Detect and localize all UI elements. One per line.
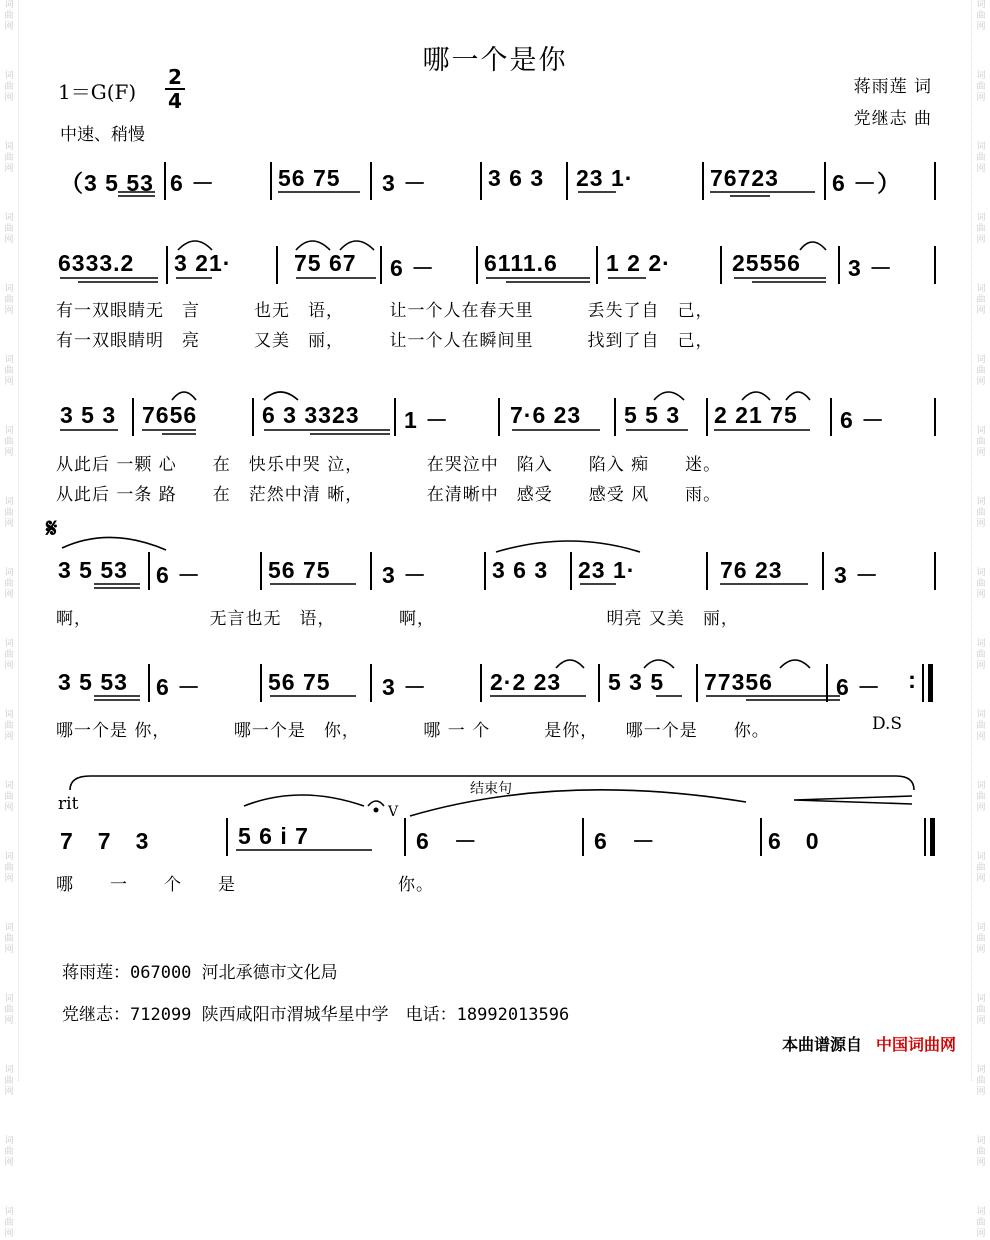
note-group: 23 1· [578, 557, 636, 583]
barline [706, 552, 708, 590]
watermark-glyph: 词 曲 网 [976, 639, 986, 671]
composer-credit: 党继志 曲 [853, 109, 932, 129]
watermark-glyph: 词 曲 网 [976, 923, 986, 955]
barline [696, 664, 698, 702]
note-group: 3 － [848, 255, 894, 281]
lyrics-verse-1: 从此后 一颗 心 在 快乐中哭 泣， 在哭泣中 陷入 陷入 痴 迷。 [56, 455, 722, 475]
barline [720, 246, 722, 284]
note-group: 6333.2 [58, 250, 135, 276]
note-group: 5 6 i 7 [238, 823, 309, 849]
ds-mark: D.S [872, 714, 903, 734]
note-group: 56 75 [268, 557, 331, 583]
barline [252, 398, 254, 436]
note-group: 75 67 [294, 250, 357, 276]
barline [566, 162, 568, 200]
repeat-colon: : [908, 667, 917, 694]
watermark-glyph: 词 曲 网 [4, 994, 14, 1026]
barline [830, 398, 832, 436]
note-group: （3 5 53 [60, 170, 154, 196]
watermark-glyph: 词 曲 网 [4, 71, 14, 103]
note-group: 25556 [732, 250, 801, 276]
barline [132, 398, 134, 436]
barline [404, 818, 406, 856]
key-signature: 1＝G(F) [58, 80, 137, 104]
watermark-glyph: 词 曲 网 [976, 710, 986, 742]
barline [838, 246, 840, 284]
segno-sign: 𝄋 [46, 514, 58, 544]
note-group: 6 － [170, 170, 216, 196]
source-attribution [782, 1032, 956, 1055]
watermark-glyph: 词 曲 网 [4, 710, 14, 742]
watermark-glyph: 词 曲 网 [976, 1207, 986, 1239]
note-group: 77356 [704, 669, 773, 695]
footer-composer-address: 党继志：712099 陕西咸阳市渭城华星中学 电话：18992013596 [62, 1005, 570, 1025]
final-barline-thin [924, 818, 926, 856]
decrescendo-hairpin [794, 796, 912, 804]
watermark-glyph: 词 曲 网 [4, 426, 14, 458]
note-group: 3 － [382, 674, 428, 700]
note-group: 3 21· [174, 250, 232, 276]
note-group: 3 5 3 [60, 402, 117, 428]
watermark-glyph: 词 曲 网 [4, 1207, 14, 1239]
watermark-glyph: 词 曲 网 [976, 142, 986, 174]
barline [370, 552, 372, 590]
lyrics-refrain: 哪一个是 你， 哪一个是 你， 哪 一 个 是你， 哪一个是 你。 [56, 721, 770, 741]
barline [596, 246, 598, 284]
ending-label: 结束句 [470, 781, 512, 797]
note-group: 6 － [156, 674, 202, 700]
barline [148, 664, 150, 702]
barline [824, 162, 826, 200]
barline [148, 552, 150, 590]
time-signature-top: 2 [168, 65, 182, 89]
note-group: 6 3 3323 [262, 402, 360, 428]
barline [484, 552, 486, 590]
watermark-glyph: 词 曲 网 [976, 1065, 986, 1097]
watermark-glyph: 词 曲 网 [976, 994, 986, 1026]
barline [570, 552, 572, 590]
time-signature [165, 66, 185, 112]
barline [760, 818, 762, 856]
barline [260, 664, 262, 702]
watermark-right [971, 0, 990, 1239]
note-group: 6 － [594, 828, 656, 854]
note-group: 76723 [710, 165, 779, 191]
watermark-glyph: 词 曲 网 [4, 639, 14, 671]
watermark-glyph: 词 曲 网 [4, 284, 14, 316]
source-site-link[interactable]: 中国词曲网 [875, 1035, 956, 1054]
note-group: 1 2 2· [606, 250, 671, 276]
watermark-glyph: 词 曲 网 [4, 568, 14, 600]
watermark-glyph: 词 曲 网 [4, 355, 14, 387]
note-group: 3 5 53 [58, 557, 128, 583]
barline [394, 398, 396, 436]
watermark-glyph: 词 曲 网 [4, 852, 14, 884]
barline [476, 246, 478, 284]
repeat-barline-thin [922, 664, 924, 702]
watermark-glyph: 词 曲 网 [976, 1136, 986, 1168]
lyrics-verse-2: 有一双眼睛明 亮 又美 丽， 让一个人在瞬间里 找到了自 己， [56, 331, 714, 351]
fermata-dot [374, 808, 379, 813]
barline [480, 162, 482, 200]
watermark-glyph: 词 曲 网 [976, 781, 986, 813]
final-barline-thick [930, 818, 935, 856]
watermark-glyph: 词 曲 网 [976, 284, 986, 316]
watermark-glyph: 词 曲 网 [976, 852, 986, 884]
note-group: 76 23 [720, 557, 783, 583]
tempo-marking: 中速、稍慢 [60, 125, 145, 145]
time-signature-bottom: 4 [165, 88, 185, 112]
note-group: 23 1· [576, 165, 634, 191]
score-row-6 [56, 818, 936, 898]
watermark-glyph: 词 曲 网 [4, 1136, 14, 1168]
barline [822, 552, 824, 590]
watermark-glyph: 词 曲 网 [4, 1065, 14, 1097]
barline [934, 398, 936, 436]
watermark-glyph: 词 曲 网 [4, 0, 14, 32]
barline [598, 664, 600, 702]
lyricist-credit: 蒋雨莲 词 [853, 77, 932, 97]
rit-marking: rit [58, 794, 79, 814]
barline [614, 398, 616, 436]
watermark-glyph: 词 曲 网 [4, 497, 14, 529]
barline [934, 162, 936, 200]
barline [380, 246, 382, 284]
barline [480, 664, 482, 702]
watermark-glyph: 词 曲 网 [976, 213, 986, 245]
barline [934, 246, 936, 284]
breath-mark: V [388, 804, 399, 820]
barline [498, 398, 500, 436]
lyrics-verse-2: 从此后 一条 路 在 茫然中清 晰， 在清晰中 感受 感受 风 雨。 [56, 485, 722, 505]
phrase-slur [244, 795, 364, 806]
note-group: 6 － [836, 674, 882, 700]
note-group: 3 6 3 [492, 557, 549, 583]
note-group: 1 － [404, 407, 450, 433]
watermark-glyph: 词 曲 网 [4, 213, 14, 245]
phrase-slur [496, 541, 640, 552]
barline [164, 162, 166, 200]
barline [826, 664, 828, 702]
lyrics-verse-1: 有一双眼睛无 言 也无 语， 让一个人在春天里 丢失了自 己， [56, 301, 714, 321]
note-group: 2 21 75 [714, 402, 798, 428]
barline [702, 162, 704, 200]
note-group: 5 3 5 [608, 669, 665, 695]
note-group: 6 － [390, 255, 436, 281]
watermark-glyph: 词 曲 网 [976, 568, 986, 600]
barline [370, 664, 372, 702]
lyrics-ending: 哪 一 个 是 你。 [56, 875, 434, 895]
note-group: 2·2 23 [490, 669, 562, 695]
source-prefix: 本曲谱源自 [781, 1035, 862, 1054]
note-group: 3 － [382, 562, 428, 588]
note-group: 6 － [840, 407, 886, 433]
score-row-2 [56, 240, 936, 360]
note-group: 3 － [834, 562, 880, 588]
barline [276, 246, 278, 284]
watermark-glyph: 词 曲 网 [976, 497, 986, 529]
watermark-left [0, 0, 19, 1239]
lyrics-chorus: 啊， 无言也无 语， 啊， 明亮 又美 丽， [56, 609, 739, 629]
phrase-slur [62, 537, 166, 550]
note-group: 7 7 3 [60, 828, 150, 854]
watermark-glyph: 词 曲 网 [976, 426, 986, 458]
repeat-barline-thick [928, 664, 933, 702]
note-group: 5 5 3 [624, 402, 681, 428]
score-row-1 [56, 162, 936, 202]
note-group: 6 － [156, 562, 202, 588]
note-group: 3 － [382, 170, 428, 196]
barline [270, 162, 272, 200]
watermark-glyph: 词 曲 网 [976, 355, 986, 387]
note-group: 6111.6 [484, 250, 558, 276]
watermark-glyph: 词 曲 网 [4, 142, 14, 174]
footer-lyricist-address: 蒋雨莲：067000 河北承德市文化局 [62, 963, 338, 983]
song-title: 哪一个是你 [422, 45, 568, 76]
note-group: 3 5 53 [58, 669, 128, 695]
phrase-slur [410, 790, 746, 816]
barline [934, 552, 936, 590]
barline [370, 162, 372, 200]
score-row-4 [56, 552, 936, 632]
barline [706, 398, 708, 436]
barline [260, 552, 262, 590]
fermata-arc [368, 801, 384, 806]
barline [166, 246, 168, 284]
watermark-glyph: 词 曲 网 [976, 71, 986, 103]
note-group: 3 6 3 [488, 165, 545, 191]
score-row-5 [56, 664, 936, 744]
note-group: 6 0 [768, 828, 820, 854]
note-group: 56 75 [268, 669, 331, 695]
watermark-glyph: 词 曲 网 [4, 923, 14, 955]
score-row-3 [56, 398, 936, 508]
note-group: 56 75 [278, 165, 341, 191]
note-group: 7·6 23 [510, 402, 582, 428]
barline [226, 818, 228, 856]
note-group: 6 － [416, 828, 478, 854]
note-group: 6 －） [832, 170, 902, 196]
barline [582, 818, 584, 856]
watermark-glyph: 词 曲 网 [4, 781, 14, 813]
watermark-glyph: 词 曲 网 [976, 0, 986, 32]
note-group: 7656 [142, 402, 198, 428]
